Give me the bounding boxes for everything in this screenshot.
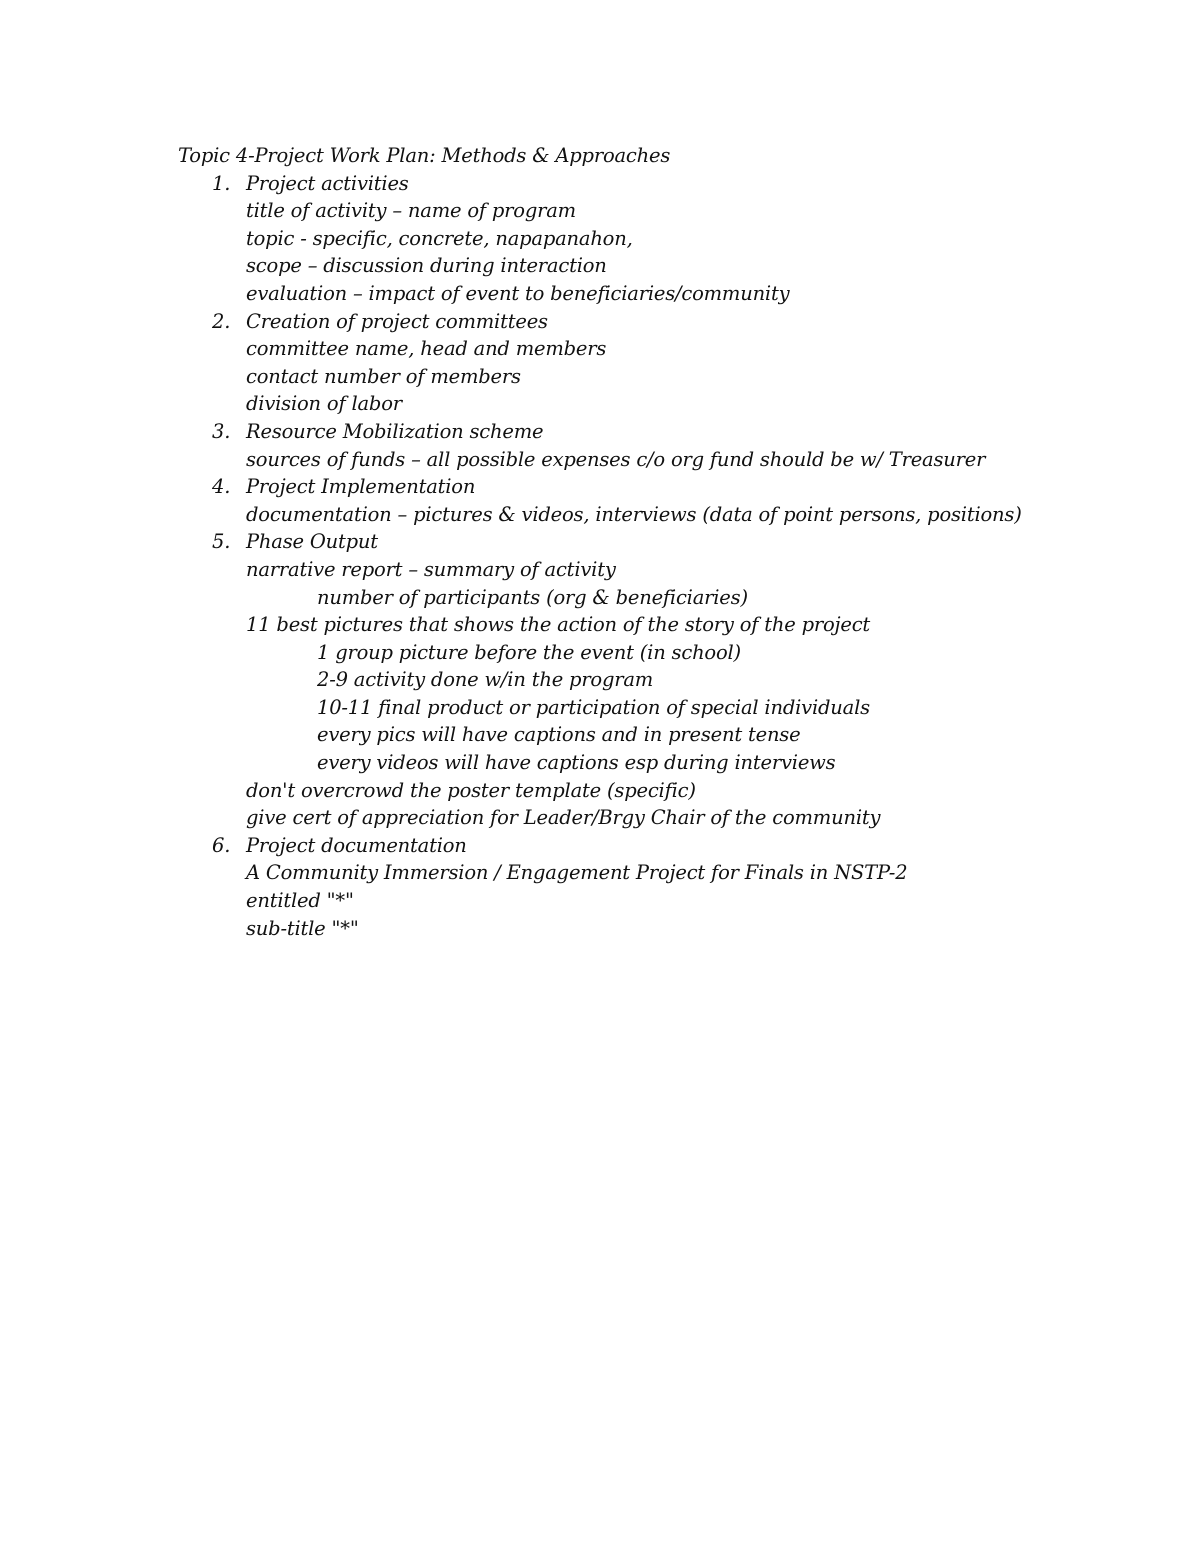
section-heading-text: Phase Output bbox=[246, 530, 378, 554]
section-line: evaluation – impact of event to beneficiaries/community bbox=[246, 281, 790, 305]
section-line: topic - specific, concrete, napapanahon, bbox=[246, 226, 633, 250]
section-subline: 10-11 final product or participation of special individuals bbox=[317, 695, 870, 719]
section-line: entitled "*" bbox=[246, 889, 354, 913]
document-title: Topic 4-Project Work Plan: Methods & Approaches bbox=[178, 144, 671, 167]
section-line: don't overcrowd the poster template (specific) bbox=[246, 778, 696, 802]
section-line: contact number of members bbox=[246, 364, 521, 388]
section-line: committee name, head and members bbox=[246, 337, 607, 361]
section-line: narrative report – summary of activity bbox=[246, 557, 616, 581]
section-line: give cert of appreciation for Leader/Brgy Chair of the community bbox=[246, 806, 881, 830]
section-heading bbox=[178, 418, 1058, 446]
section-number: 5. bbox=[212, 530, 231, 554]
section-heading-text: Project documentation bbox=[246, 833, 467, 857]
section-line: title of activity – name of program bbox=[246, 199, 576, 223]
section-line: 11 best pictures that shows the action of the story of the project bbox=[246, 613, 871, 637]
section-number: 6. bbox=[212, 833, 231, 857]
section-subline: 1 group picture before the event (in school) bbox=[317, 640, 741, 664]
section-heading-text: Creation of project committees bbox=[246, 309, 548, 333]
section-line: sub-title "*" bbox=[246, 916, 359, 940]
section-heading bbox=[178, 473, 1058, 501]
section-line: division of labor bbox=[246, 392, 402, 416]
section-line: sources of funds – all possible expenses c/o org fund should be w/ Treasurer bbox=[246, 447, 986, 471]
section-number: 3. bbox=[212, 419, 231, 443]
section-heading-text: Resource Mobilization scheme bbox=[246, 419, 544, 443]
section-subline: every pics will have captions and in present tense bbox=[317, 723, 801, 747]
section-subline: every videos will have captions esp during interviews bbox=[317, 751, 836, 775]
section-number: 2. bbox=[212, 309, 231, 333]
section-number: 4. bbox=[212, 475, 231, 499]
section-number: 1. bbox=[212, 171, 231, 195]
section-heading-text: Project activities bbox=[246, 171, 409, 195]
section-heading bbox=[178, 832, 1058, 860]
section-line: A Community Immersion / Engagement Project for Finals in NSTP-2 bbox=[246, 861, 908, 885]
section-heading bbox=[178, 528, 1058, 556]
section-subline: 2-9 activity done w/in the program bbox=[317, 668, 654, 692]
section-heading bbox=[178, 170, 1058, 198]
section-heading-text: Project Implementation bbox=[246, 475, 476, 499]
section-line: documentation – pictures & videos, interviews (data of point persons, positions) bbox=[246, 502, 1022, 526]
document-body bbox=[178, 142, 1058, 942]
section-heading bbox=[178, 308, 1058, 336]
section-subline: number of participants (org & beneficiaries) bbox=[317, 585, 748, 609]
section-line: scope – discussion during interaction bbox=[246, 254, 607, 278]
